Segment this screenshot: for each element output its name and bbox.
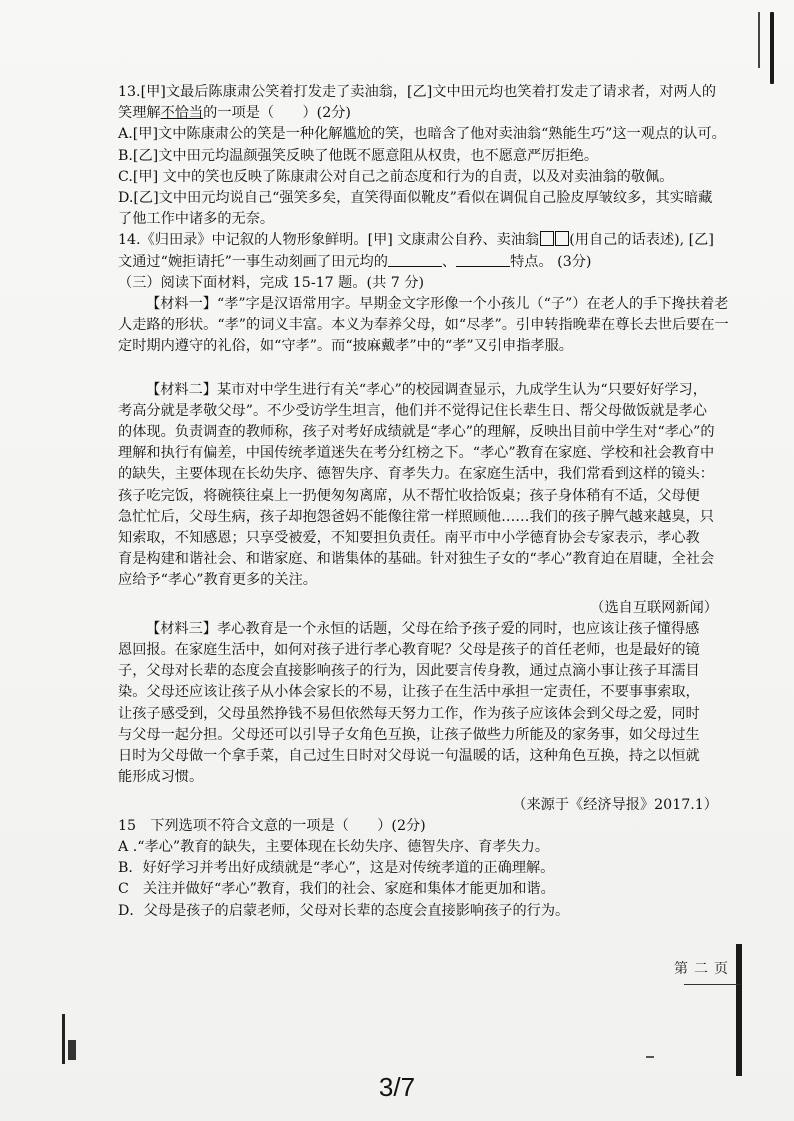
material3-line: 与父母一起分担。父母还可以引导子女角色互换，让孩子做些力所能及的家务事，如父母过生	[118, 726, 700, 743]
q13-stem-line2	[118, 103, 730, 124]
scan-edge-mark	[62, 1014, 65, 1064]
q15-option-a: A .“孝心”教育的缺失，主要体现在长幼失序、德智失序、育孝失力。	[118, 838, 550, 855]
answer-box	[555, 231, 569, 246]
material2-line: 应给予“孝心”教育更多的关注。	[118, 572, 317, 589]
scan-edge-mark	[68, 1040, 76, 1060]
page-body	[118, 82, 730, 922]
material2-line: 理解和执行有偏差，中国传统孝道迷失在考分红榜之下。“孝心”教育在家庭、学校和社会教育中	[118, 445, 715, 462]
scan-edge-mark	[758, 12, 760, 68]
material2-line: 的缺失，主要体现在长幼失序、德智失序、育孝失力。在家庭生活中，我们常看到这样的镜头：	[118, 466, 714, 483]
scan-edge-mark	[770, 12, 774, 84]
page-number: 3/7	[378, 1072, 416, 1102]
q13-option-d-line1: D.[乙]文中田元均说自己“强笑多矣，直笑得面似靴皮”看似在调侃自己脸皮厚皱纹多，其实暗藏	[118, 190, 713, 207]
material3-line: 子，父母对长辈的态度会直接影响孩子的行为，因此要言传身教，通过点滴小事让孩子耳濡目	[118, 663, 700, 680]
q13-stem-text: 笑理解	[118, 105, 161, 122]
material2-source: （选自互联网新闻）	[590, 599, 718, 616]
q13-option-b: B.[乙]文中田元均温颜强笑反映了他既不愿意阻从权贵，也不愿意严厉拒绝。	[118, 147, 599, 164]
material2-line: 【材料二】某市对中学生进行有关“孝心”的校园调查显示，九成学生认为“只要好好学习，	[146, 381, 707, 398]
material2-line: 孩子吃完饭，将碗筷往桌上一扔便匆匆离席，从不帮忙收拾饭桌；孩子身体稍有不适，父母便	[118, 487, 700, 504]
q13-option-d-line2: 了他工作中诸多的无奈。	[118, 211, 275, 228]
q13-option-a: A.[甲]文中陈康肃公的笑是一种化解尴尬的笑，也暗含了他对卖油翁“熟能生巧”这一观点的认可。	[118, 126, 726, 143]
material3-line: 能形成习惯。	[118, 769, 204, 786]
page-footer-label: 第二页	[674, 961, 734, 977]
material3-line: 染。父母还应该让孩子从小体会家长的不易，让孩子在生活中承担一定责任，不要事事索取，	[118, 684, 700, 701]
material3-source: （来源于《经济导报》2017.1）	[512, 796, 718, 813]
material1-line: 【材料一】“孝”字是汉语常用字。早期金文字形像一个小孩儿（“子”）在老人的手下搀扶着老	[146, 296, 729, 313]
q13-stem-line1: 13.[甲]文最后陈康肃公笑着打发走了卖油翁，[乙]文中田元均也笑着打发走了请求者，对两人的	[118, 84, 717, 100]
q14-stem-line2	[118, 252, 730, 273]
section-heading: （三）阅读下面材料，完成 15-17 题。(共 7 分)	[118, 274, 425, 291]
q14-stem-line1	[118, 230, 730, 251]
material1-line: 定时期内遵守的礼俗，如“守孝”。而“披麻戴孝”中的“孝”又引申指孝服。	[118, 338, 573, 355]
q15-option-d: D．父母是孩子的启蒙老师，父母对长辈的态度会直接影响孩子的行为。	[118, 902, 570, 919]
answer-box	[540, 231, 554, 246]
material3-line: 让孩子感受到，父母虽然挣钱不易但依然每天努力工作，作为孩子应该体会到父母之爱，同时	[118, 705, 700, 722]
material2-line: 育是构建和谐社会、和谐家庭、和谐集体的基础。针对独生子女的“孝心”教育迫在眉睫，全社会	[118, 551, 715, 568]
material2-line: 知索取，不知感恩；只享受被爱，不知要担负责任。南平市中小学德育协会专家表示，孝心教	[118, 530, 700, 547]
material2-line: 的体现。负责调查的教师称，孩子对考好成绩就是“孝心”的理解，反映出目前中学生对“孝心”的	[118, 424, 715, 441]
q13-underlined-text: 不恰当	[160, 105, 204, 122]
material1-line: 人走路的形状。“孝”的词义丰富。本义为奉养父母，如“尽孝”。引申转指晚辈在尊长去世后要在一	[118, 317, 729, 334]
scan-edge-mark	[646, 1056, 654, 1058]
q14-text-tail: (用自己的话表述), [乙]	[569, 232, 714, 249]
q15-stem: 15 下列选项不符合文意的一项是（ ）(2分)	[118, 817, 426, 834]
answer-blank	[388, 252, 442, 267]
q13-stem-tail: 的一项是（ ）(2分)	[203, 105, 351, 122]
q14-text: 文通过“婉拒请托”一事生动刻画了田元均的	[118, 253, 388, 270]
material3-line: 日时为父母做一个拿手菜，自己过生日时对父母说一句温暖的话，这种角色互换，持之以恒就	[118, 748, 700, 765]
scan-edge-mark	[736, 944, 742, 1076]
material3-line: 【材料三】孝心教育是一个永恒的话题，父母在给予孩子爱的同时，也应该让孩子懂得感	[146, 620, 700, 637]
q14-separator: 、	[441, 253, 457, 270]
q14-text: 14.《归田录》中记叙的人物形象鲜明。[甲] 文康肃公自矜、卖油翁	[118, 232, 540, 249]
answer-blank	[456, 252, 510, 267]
q15-option-b: B．好好学习并考出好成绩就是“孝心”，这是对传统孝道的正确理解。	[118, 860, 555, 877]
footer-rule	[684, 984, 740, 985]
q14-text-tail: 特点。 (3分)	[510, 253, 592, 270]
material2-line: 急忙忙后，父母生病，孩子却抱怨爸妈不能像往常一样照顾他……我们的孩子脾气越来越臭，只	[118, 508, 714, 525]
q13-option-c: C.[甲] 文中的笑也反映了陈康肃公对自己之前态度和行为的自责，以及对卖油翁的敬佩。	[118, 168, 674, 185]
material2-line: 考高分就是孝敬父母”。不少受访学生坦言，他们并不觉得记住长辈生日、帮父母做饭就是孝心	[118, 402, 707, 419]
q15-option-c: C 关注并做好“孝心”教育，我们的社会、家庭和集体才能更加和谐。	[118, 881, 555, 898]
material3-line: 恩回报。在家庭生活中，如何对孩子进行孝心教育呢？父母是孩子的首任老师，也是最好的镜	[118, 642, 700, 659]
